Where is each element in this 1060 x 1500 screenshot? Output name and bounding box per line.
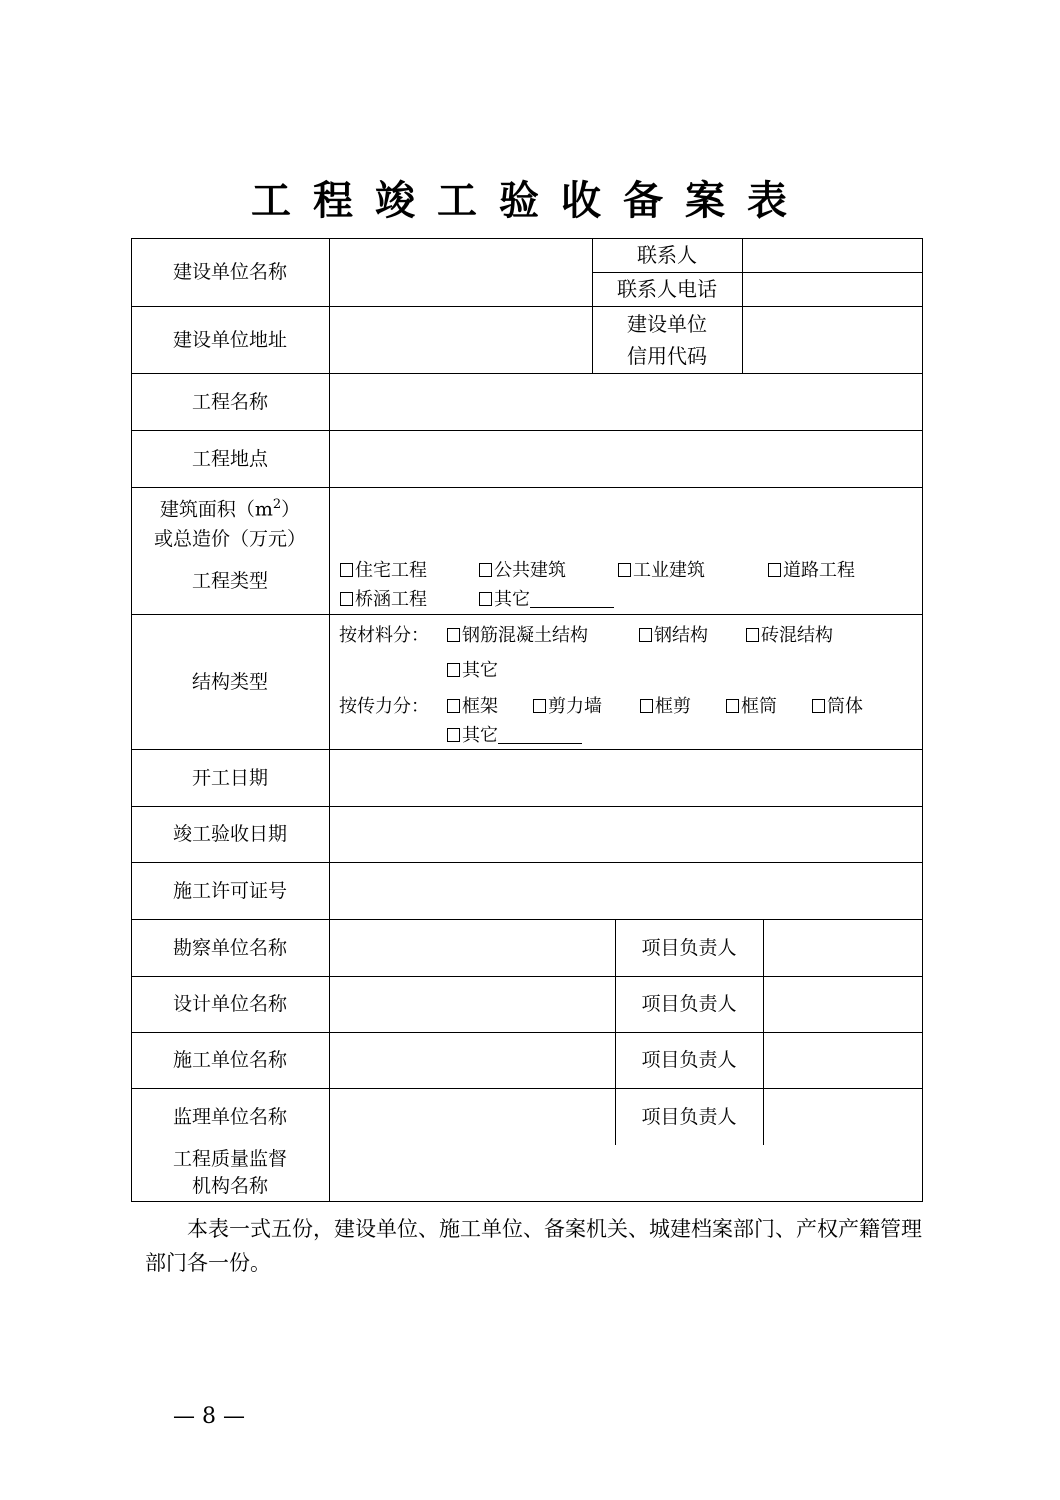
checkbox[interactable] bbox=[640, 699, 653, 713]
label-quality-line1: 工程质量监督 bbox=[172, 1148, 287, 1170]
option-label: 住宅工程 bbox=[355, 560, 427, 581]
survey-unit-field[interactable] bbox=[330, 920, 615, 976]
contact-person-field[interactable] bbox=[743, 239, 922, 272]
option-steel[interactable] bbox=[639, 621, 746, 650]
label-survey-unit: 勘察单位名称 bbox=[172, 936, 287, 959]
survey-leader-field[interactable] bbox=[764, 920, 922, 976]
construction-unit-field[interactable] bbox=[330, 1033, 615, 1088]
other-input[interactable] bbox=[498, 725, 582, 744]
checkbox[interactable] bbox=[812, 699, 825, 713]
start-date-field[interactable] bbox=[330, 750, 922, 806]
credit-code-field[interactable] bbox=[743, 307, 922, 373]
label-project-type: 工程类型 bbox=[191, 570, 268, 592]
supervision-unit-field[interactable] bbox=[330, 1089, 615, 1145]
project-type-options-row2 bbox=[340, 585, 614, 614]
label-completion-date: 竣工验收日期 bbox=[172, 823, 287, 845]
checkbox[interactable] bbox=[639, 628, 652, 642]
option-frame[interactable] bbox=[447, 692, 533, 721]
option-label: 桥涵工程 bbox=[355, 589, 427, 610]
option-frame-shear[interactable] bbox=[640, 692, 726, 721]
permit-number-field[interactable] bbox=[330, 863, 922, 919]
label-quality-line2: 机构名称 bbox=[191, 1175, 268, 1197]
option-brick-concrete[interactable] bbox=[746, 621, 833, 650]
contact-phone-field[interactable] bbox=[743, 273, 922, 306]
checkbox[interactable] bbox=[479, 592, 492, 606]
option-industrial-building[interactable] bbox=[618, 556, 768, 585]
label-contact-person: 联系人 bbox=[637, 243, 697, 267]
label-project-name: 工程名称 bbox=[191, 390, 268, 413]
label-design-leader: 项目负责人 bbox=[641, 993, 737, 1015]
table-border-right bbox=[922, 238, 923, 1202]
label-quality-supervision bbox=[131, 1145, 329, 1201]
option-label: 工业建筑 bbox=[633, 560, 705, 581]
label-construction-leader: 项目负责人 bbox=[641, 1049, 737, 1071]
label-permit-number: 施工许可证号 bbox=[172, 879, 287, 902]
checkbox[interactable] bbox=[479, 563, 492, 577]
by-material-label: 按材料分： bbox=[339, 625, 429, 646]
label-contact-phone: 联系人电话 bbox=[617, 277, 717, 301]
checkbox[interactable] bbox=[340, 563, 353, 577]
option-label: 其它 bbox=[494, 589, 530, 610]
builder-address-field[interactable] bbox=[330, 307, 592, 373]
option-label: 其它 bbox=[462, 725, 498, 746]
label-builder-name: 建设单位名称 bbox=[172, 261, 287, 283]
checkbox[interactable] bbox=[447, 663, 460, 677]
option-shear-wall[interactable] bbox=[533, 692, 640, 721]
checkbox[interactable] bbox=[618, 563, 631, 577]
checkbox[interactable] bbox=[447, 728, 460, 742]
option-bridge-culvert[interactable] bbox=[340, 585, 479, 614]
builder-name-field[interactable] bbox=[330, 239, 592, 306]
label-start-date: 开工日期 bbox=[191, 766, 268, 789]
option-frame-tube[interactable] bbox=[726, 692, 812, 721]
design-leader-field[interactable] bbox=[764, 977, 922, 1032]
label-supervision-leader: 项目负责人 bbox=[641, 1105, 737, 1128]
label-structure-type: 结构类型 bbox=[191, 670, 268, 693]
project-name-field[interactable] bbox=[330, 374, 922, 430]
area-cost-field[interactable] bbox=[330, 488, 922, 554]
label-area-end: ） bbox=[281, 498, 301, 521]
label-area-line1 bbox=[131, 490, 329, 524]
design-unit-field[interactable] bbox=[330, 977, 615, 1032]
project-type-options bbox=[340, 556, 855, 585]
label-area-cost bbox=[131, 490, 329, 554]
checkbox[interactable] bbox=[447, 699, 460, 713]
option-label: 框筒 bbox=[741, 696, 777, 717]
completion-date-field[interactable] bbox=[330, 807, 922, 862]
checkbox[interactable] bbox=[340, 592, 353, 606]
option-label: 钢结构 bbox=[654, 625, 708, 646]
force-options-row2 bbox=[447, 721, 582, 750]
checkbox[interactable] bbox=[533, 699, 546, 713]
label-builder-address: 建设单位地址 bbox=[172, 328, 287, 351]
checkbox[interactable] bbox=[746, 628, 759, 642]
checkbox[interactable] bbox=[726, 699, 739, 713]
option-material-other[interactable] bbox=[447, 656, 498, 685]
label-project-location: 工程地点 bbox=[191, 447, 268, 470]
label-supervision-unit: 监理单位名称 bbox=[172, 1105, 287, 1128]
project-location-field[interactable] bbox=[330, 431, 922, 487]
option-label: 钢筋混凝土结构 bbox=[462, 625, 588, 646]
option-label: 其它 bbox=[462, 660, 498, 681]
option-label: 剪力墙 bbox=[548, 696, 602, 717]
option-label: 道路工程 bbox=[783, 560, 855, 581]
construction-leader-field[interactable] bbox=[764, 1033, 922, 1088]
supervision-leader-field[interactable] bbox=[764, 1089, 922, 1145]
option-label: 筒体 bbox=[827, 696, 863, 717]
label-area-sup: 2 bbox=[272, 497, 282, 512]
option-residential[interactable] bbox=[340, 556, 479, 585]
label-area-text: 建筑面积（m bbox=[159, 498, 273, 521]
label-construction-unit: 施工单位名称 bbox=[172, 1049, 287, 1071]
option-reinforced-concrete[interactable] bbox=[447, 621, 639, 650]
force-options bbox=[339, 692, 863, 721]
label-credit-code bbox=[592, 306, 742, 373]
material-options-row2 bbox=[447, 656, 498, 685]
checkbox[interactable] bbox=[447, 628, 460, 642]
quality-supervision-field[interactable] bbox=[330, 1146, 922, 1201]
other-input[interactable] bbox=[530, 589, 614, 608]
option-label: 框架 bbox=[462, 696, 498, 717]
label-design-unit: 设计单位名称 bbox=[172, 993, 287, 1015]
table-border-bottom bbox=[131, 1201, 923, 1202]
option-label: 砖混结构 bbox=[761, 625, 833, 646]
label-cost-line2: 或总造价（万元） bbox=[153, 528, 306, 551]
option-tube[interactable] bbox=[812, 692, 863, 721]
label-survey-leader: 项目负责人 bbox=[641, 936, 737, 959]
option-road[interactable] bbox=[768, 556, 855, 585]
option-public-building[interactable] bbox=[479, 556, 618, 585]
by-force-label: 按传力分： bbox=[339, 696, 429, 717]
option-other[interactable] bbox=[479, 585, 614, 614]
label-credit-code-line2: 信用代码 bbox=[627, 343, 707, 368]
option-label: 公共建筑 bbox=[494, 560, 566, 581]
page-title: 工程竣工验收备案表 bbox=[251, 177, 809, 224]
page-number: — 8 — bbox=[173, 1404, 245, 1429]
option-label: 框剪 bbox=[655, 696, 691, 717]
material-options bbox=[339, 621, 833, 650]
checkbox[interactable] bbox=[768, 563, 781, 577]
option-force-other[interactable] bbox=[447, 721, 582, 750]
copies-note: 本表一式五份，建设单位、施工单位、备案机关、城建档案部门、产权产籍管理部门各一份。 bbox=[145, 1217, 922, 1275]
label-credit-code-line1: 建设单位 bbox=[627, 311, 707, 336]
